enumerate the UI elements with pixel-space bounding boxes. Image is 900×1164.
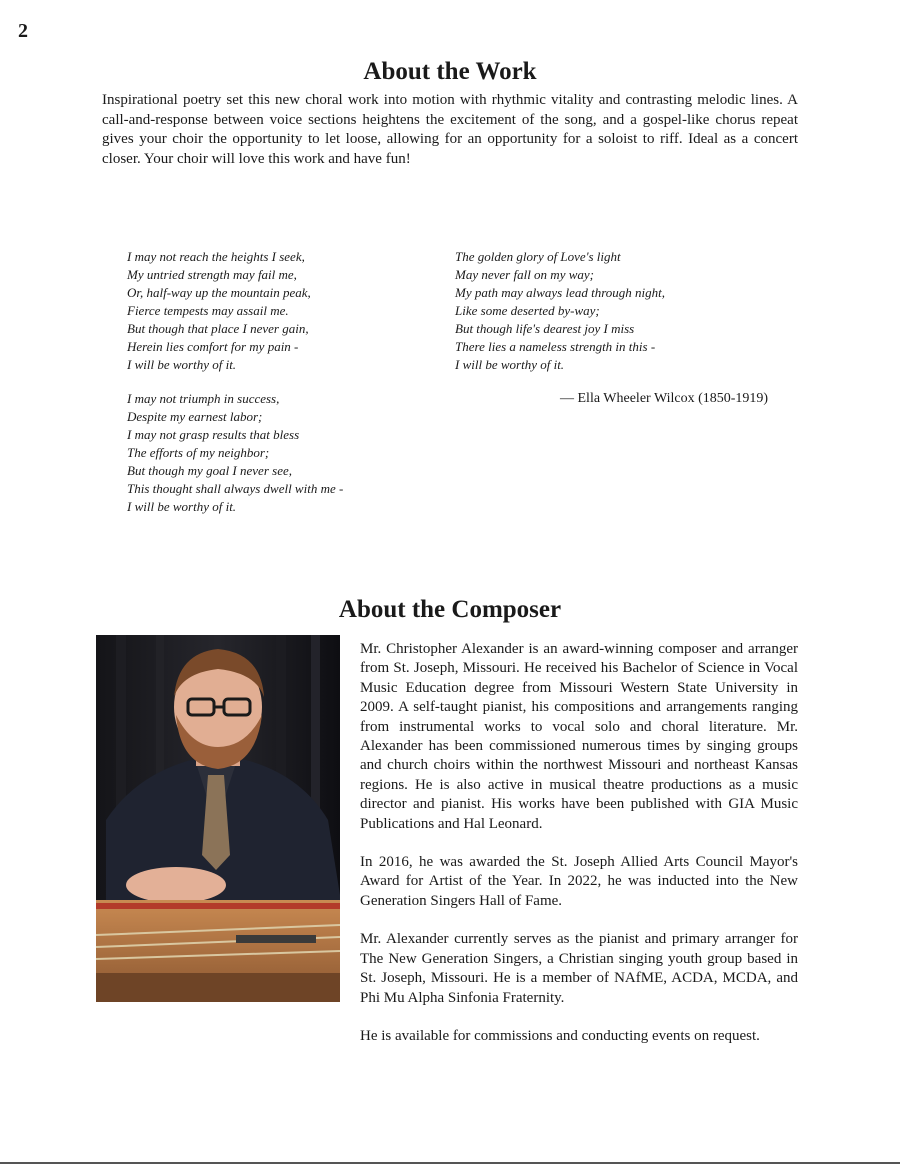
poem-line: I may not triumph in success, (127, 391, 280, 406)
poem-stanza-1 (127, 248, 311, 374)
bio-paragraph: In 2016, he was awarded the St. Joseph Allied Arts Council Mayor's Award for Artist of the Year. In 2022, he was inducted into the New Generation Singers Hall of Fame. (360, 854, 798, 909)
poem-line: My path may always lead through night, (455, 285, 666, 300)
poem-line: But though my goal I never see, (127, 463, 292, 478)
poem-line: There lies a nameless strength in this - (455, 339, 656, 354)
poem-line: This thought shall always dwell with me - (127, 481, 344, 496)
poem-line: I will be worthy of it. (455, 357, 565, 372)
poem-line: Herein lies comfort for my pain - (127, 339, 299, 354)
poem-stanza-3 (455, 248, 665, 374)
poem-attribution: — Ella Wheeler Wilcox (1850-1919) (560, 391, 769, 406)
poem-line: I will be worthy of it. (127, 357, 237, 372)
about-composer-heading: About the Composer (338, 596, 562, 623)
bio-paragraph: Mr. Alexander currently serves as the pianist and primary arranger for The New Generation Singers, a Christian singing youth group based in St. Joseph, Missouri. He is a member of NAfME, ACDA, MCDA, and Phi Mu Alpha Sinfonia Fraternity. (360, 931, 798, 1006)
poem-line: But though that place I never gain, (127, 321, 309, 336)
poem-line: My untried strength may fail me, (127, 267, 297, 282)
poem-line: The efforts of my neighbor; (127, 445, 270, 460)
work-intro-paragraph: Inspirational poetry set this new choral work into motion with rhythmic vitality and contrasting melodic lines. A call-and-response between voice sections heightens the excitement of the song, and a gospel-like chorus repeat gives your choir the opportunity to let loose, allowing for an opportunity for a soloist to riff. Ideal as a concert closer. Your choir will love this work and have fun! (102, 92, 798, 167)
about-work-heading: About the Work (363, 58, 537, 85)
bio-paragraph: He is available for commissions and conducting events on request. (360, 1027, 760, 1044)
poem-line: But though life's dearest joy I miss (455, 321, 635, 336)
poem-line: The golden glory of Love's light (455, 249, 621, 264)
poem-line: I will be worthy of it. (127, 499, 237, 514)
poem-line: I may not reach the heights I seek, (127, 249, 305, 264)
bio-paragraph: Mr. Christopher Alexander is an award-winning composer and arranger from St. Joseph, Missouri. He received his Bachelor of Science in Vocal Music Education degree from Missouri Western State University in 2009. A self-taught pianist, his compositions and arrangements ranging from instrumental works to vocal solo and choral literature. Mr. Alexander has been commissioned numerous times by singing groups and church choirs within the northwest Missouri and northeast Kansas regions. He is also active in musical theatre productions as a music director and pianist. His works have been published with GIA Music Publications and Hal Leonard. (360, 641, 798, 832)
page-number: 2 (18, 20, 28, 42)
composer-photo (96, 635, 340, 1002)
poem-line: Like some deserted by-way; (455, 303, 600, 318)
poem-line: I may not grasp results that bless (127, 427, 300, 442)
poem-line: Despite my earnest labor; (127, 409, 263, 424)
poem-stanza-2 (127, 390, 343, 516)
poem-line: May never fall on my way; (455, 267, 594, 282)
poem-line: Or, half-way up the mountain peak, (127, 285, 311, 300)
composer-bio (360, 640, 798, 1065)
poem-line: Fierce tempests may assail me. (127, 303, 289, 318)
